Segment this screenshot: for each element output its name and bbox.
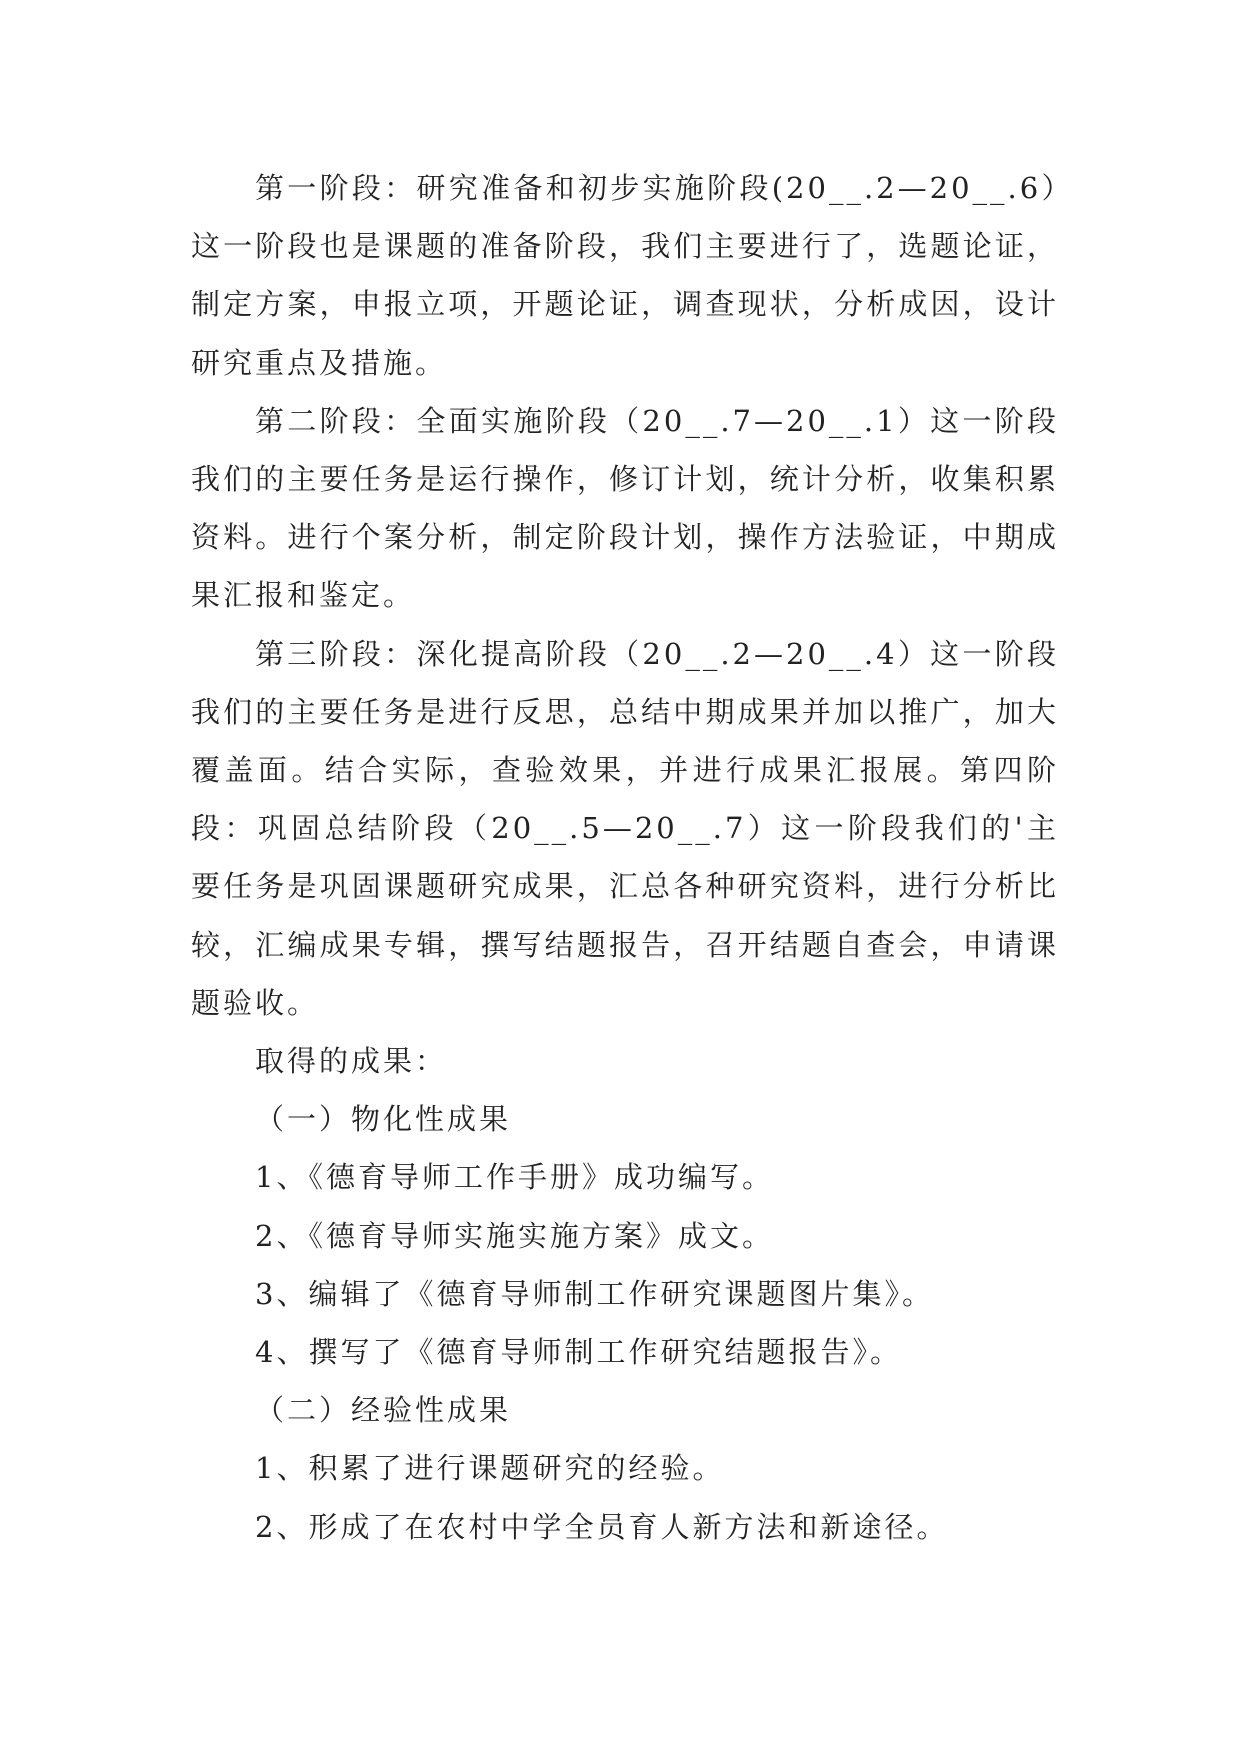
stage-one-paragraph: 第一阶段：研究准备和初步实施阶段(20__.2—20__.6）这一阶段也是课题的准备阶段，我们主要进行了，选题论证，制定方案，申报立项，开题论证，调查现状，分析成因，设计研究重点及措施。	[191, 171, 1059, 380]
list-item: 3、编辑了《德育导师制工作研究课题图片集》。	[255, 1276, 934, 1311]
list-item: 1、积累了进行课题研究的经验。	[255, 1451, 725, 1486]
achievements-heading: 取得的成果：	[255, 1044, 448, 1079]
list-item: 2、形成了在农村中学全员育人新方法和新途径。	[255, 1509, 949, 1544]
document-body	[191, 159, 1059, 1556]
list-item: 4、撰写了《德育导师制工作研究结题报告》。	[255, 1335, 902, 1370]
list-item: 2、《德育导师实施实施方案》成文。	[255, 1218, 774, 1253]
list-item: 1、《德育导师工作手册》成功编写。	[255, 1160, 774, 1195]
experience-achievements-heading: （二）经验性成果	[255, 1393, 512, 1428]
physical-achievements-heading: （一）物化性成果	[255, 1102, 512, 1137]
stage-three-four-paragraph: 第三阶段：深化提高阶段（20__.2—20__.4）这一阶段我们的主要任务是进行反思，总结中期成果并加以推广，加大覆盖面。结合实际，查验效果，并进行成果汇报展。第四阶段：巩固总结阶段（20__.5—20__.7）这一阶段我们的'主要任务是巩固课题研究成果，汇总各种研究资料，进行分析比较，汇编成果专辑，撰写结题报告，召开结题自查会，申请课题验收。	[191, 636, 1059, 1020]
stage-two-paragraph: 第二阶段：全面实施阶段（20__.7—20__.1）这一阶段我们的主要任务是运行操作，修订计划，统计分析，收集积累资料。进行个案分析，制定阶段计划，操作方法验证，中期成果汇报和鉴定。	[191, 403, 1059, 613]
